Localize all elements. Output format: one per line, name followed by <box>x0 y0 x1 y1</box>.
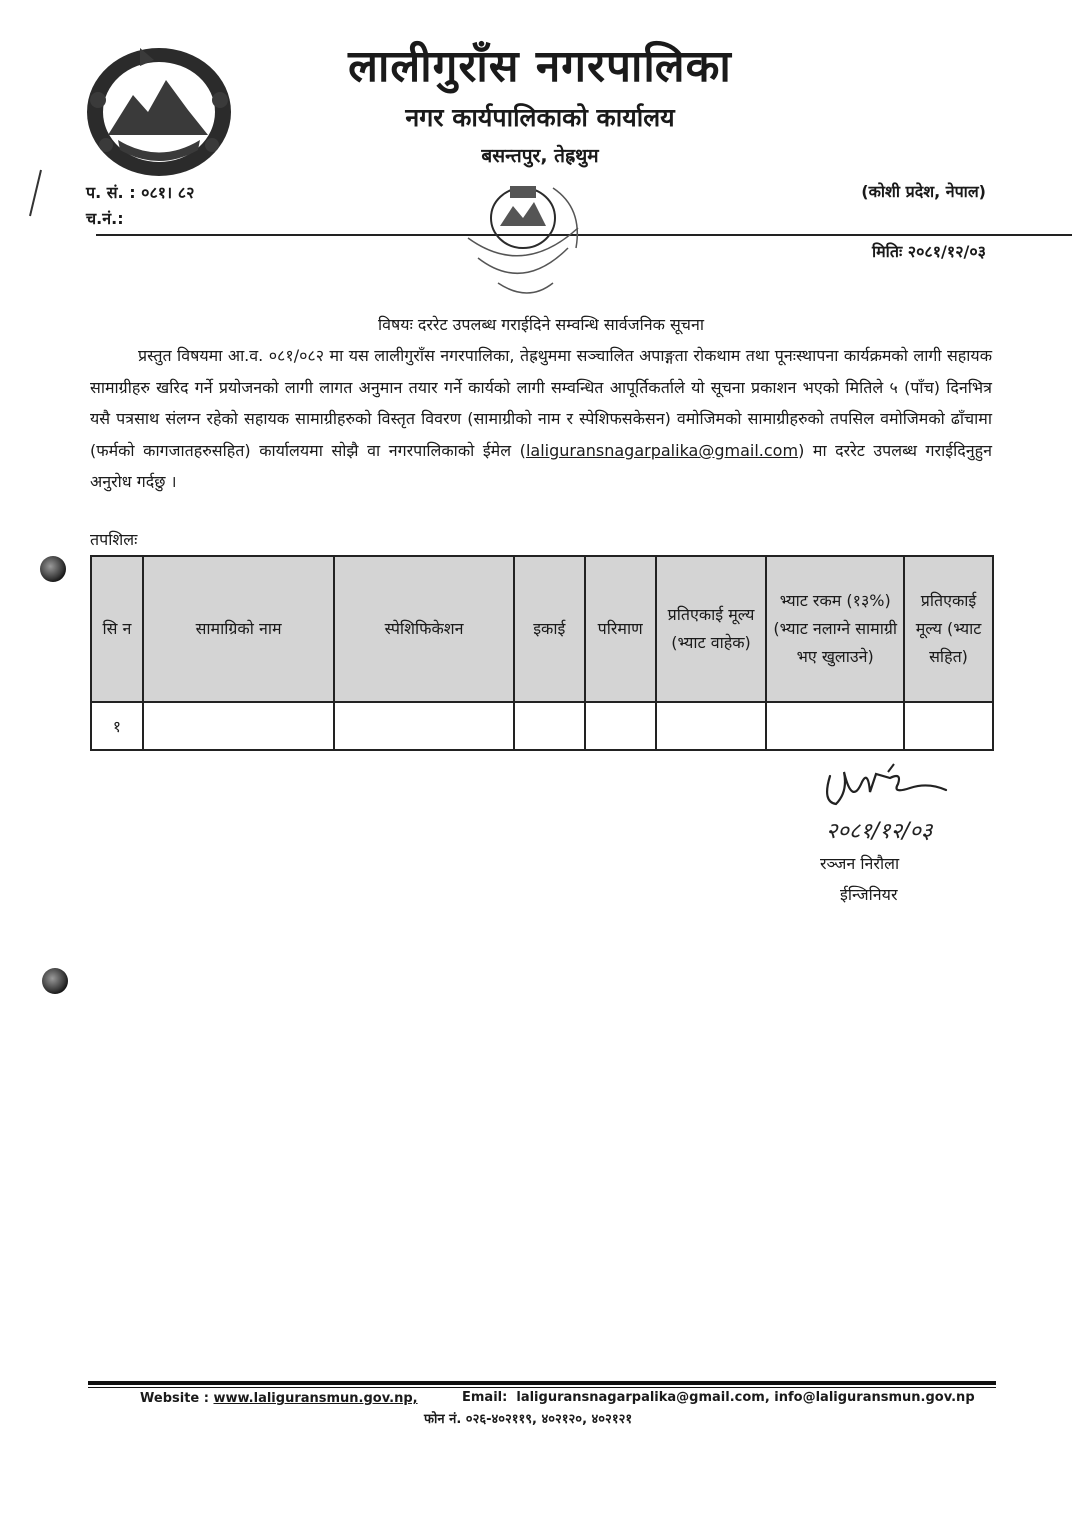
dispatch-number: च.नं.: <box>86 209 124 228</box>
column-header: स्पेशिफिकेशन <box>334 556 514 702</box>
table-cell <box>766 702 904 750</box>
footer-email <box>462 1390 975 1405</box>
column-header: प्रतिएकाई मूल्य (भ्याट वाहेक) <box>656 556 767 702</box>
schedule-label: तपशिलः <box>90 530 138 549</box>
table-cell <box>904 702 993 750</box>
notice-body-text: प्रस्तुत विषयमा आ.व. ०८१/०८२ मा यस लालीगुराँस नगरपालिका, तेह्रथुममा सञ्चालित अपाङ्गता रोकथाम तथा पूनःस्थापना कार्यक्रमको लागी सहायक सामाग्रीहरु खरिद गर्ने प्रयोजनको लागी लागत अनुमान तयार गर्ने कार्यको लागी सम्वन्धित आपूर्तिकर्ताले यो सूचना प्रकाशन भएको मितिले ५ (पाँच) दिनभित्र यसै पत्रसाथ संलग्न रहेको सहायक सामाग्रीहरुको विस्तृत विवरण (सामाग्रीको नाम र स्पेशिफसकेसन) वमोजिमको सामाग्रीहरुको तपसिल वमोजिमको ढाँचामा (फर्मको कागजातहरुसहित) कार्यालयमा सोझै वा नगरपालिकाको ईमेल ( <box>90 346 992 460</box>
notice-body <box>90 340 992 498</box>
column-header: सि न <box>91 556 143 702</box>
punch-hole-mark <box>40 556 66 582</box>
table-cell <box>656 702 767 750</box>
email-link[interactable]: laliguransnagarpalika@gmail.com <box>525 440 799 460</box>
footer-divider <box>88 1381 996 1385</box>
table-header-row <box>91 556 993 702</box>
table-cell <box>143 702 334 750</box>
municipality-title: लालीगुराँस नगरपालिका <box>348 41 732 92</box>
handwritten-signature <box>818 762 978 848</box>
handwritten-date: २०८१/१२/०३ <box>826 819 933 844</box>
table-cell <box>514 702 585 750</box>
column-header: प्रतिएकाई मूल्य (भ्याट सहित) <box>904 556 993 702</box>
office-address: बसन्तपुर, तेह्रथुम <box>481 145 599 167</box>
column-header: सामाग्रिको नाम <box>143 556 334 702</box>
notice-body-closing: ) मा दररेट उपलब्ध गराईदिनुहुन अनुरोध गर्दछु । <box>90 440 993 492</box>
signatory-designation: ईन्जिनियर <box>840 885 898 904</box>
footer-phone: फोन नं. ०२६-४०२११९, ४०२१२०, ४०२१२१ <box>424 1412 633 1427</box>
nepal-emblem-logo <box>78 40 240 180</box>
footer-email-links[interactable]: laliguransnagarpalika@gmail.com, info@laliguransmun.gov.np <box>516 1390 975 1405</box>
column-header: भ्याट रकम (१३%) (भ्याट नलाग्ने सामाग्री भए खुलाउने) <box>766 556 904 702</box>
website-label: Website : <box>140 1391 209 1406</box>
letter-date: मितिः २०८१/१२/०३ <box>871 242 986 261</box>
punch-hole-mark <box>42 968 68 994</box>
table-row <box>91 702 993 750</box>
province-label: (कोशी प्रदेश, नेपाल) <box>861 182 986 201</box>
table-cell <box>334 702 514 750</box>
email-label: Email: <box>462 1390 508 1405</box>
office-stamp-seal <box>448 168 598 313</box>
footer-website <box>140 1391 418 1406</box>
website-link[interactable]: www.laliguransmun.gov.np, <box>213 1391 418 1406</box>
table-cell <box>585 702 656 750</box>
office-title: नगर कार्यपालिकाको कार्यालय <box>405 103 675 132</box>
table-cell: १ <box>91 702 143 750</box>
column-header: परिमाण <box>585 556 656 702</box>
reference-number: प. सं. : ०८१। ८२ <box>86 183 195 202</box>
signatory-name: रञ्जन निरौला <box>820 854 900 873</box>
column-header: इकाई <box>514 556 585 702</box>
price-quotation-table <box>90 555 994 751</box>
notice-subject: विषयः दररेट उपलब्ध गराईदिने सम्वन्धि सार्वजनिक सूचना <box>378 315 704 334</box>
footer-divider-thin <box>88 1387 996 1388</box>
pen-stroke-mark <box>26 168 46 218</box>
